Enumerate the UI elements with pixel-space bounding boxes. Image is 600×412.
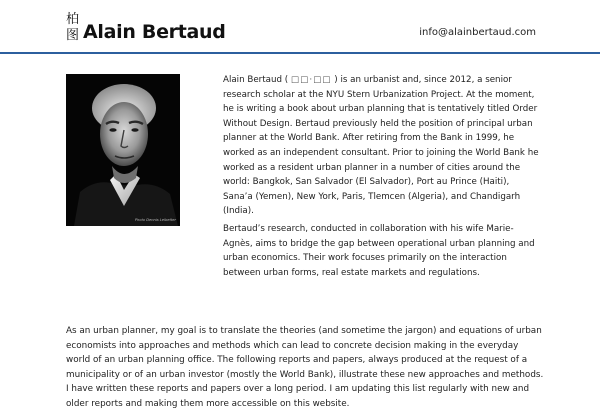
logo-char-top: 柏 — [66, 12, 80, 27]
header-divider — [0, 52, 600, 54]
logo-name: Alain Bertaud — [83, 21, 226, 43]
portrait-illustration — [66, 74, 180, 226]
bio-section — [223, 73, 541, 283]
email-link[interactable]: info@alainbertaud.com — [419, 27, 536, 38]
site-logo[interactable] — [66, 12, 226, 44]
bio-text-1: is an urbanist and, since 2012, a senior research scholar at the NYU Stern Urbanization Project. At the moment, he is writing a book about urban planning that is tentatively titled Order Without Design. Bertaud previously held the position of principal urban planner at the World Bank. After retiring from the Bank in 1999, he worked as an independent consultant. Prior to joining the World Bank he worked as a resident urban planner in a number of cities around the world: Bangkok, San Salvador (El Salvador), Port au Prince (Haiti), Sana’a (Yemen), New York, Paris, Tlemcen (Algeria), and Chandigarh (India). — [223, 75, 539, 217]
portrait-photo — [66, 74, 180, 226]
bio-paren-open: ( — [282, 75, 291, 85]
photo-credit: Photo Dennis Leibetter — [134, 218, 176, 222]
logo-char-bottom: 图 — [66, 28, 80, 43]
goal-paragraph: As an urban planner, my goal is to translate the theories (and sometime the jargon) and equations of urban economists into approaches and methods which can lead to concrete decision making in the everyday world of an urban planning office. The following reports and papers, always produced at the request of a municipality or of an urban investor (mostly the World Bank), illustrate these new approaches and methods. I have written these reports and papers over a long period. I am updating this list regularly with new and older reports and making them more accessible on this website. — [66, 326, 544, 409]
bio-paren-close: ) — [331, 75, 341, 85]
bio-chinese-name: □□·□□ — [290, 75, 332, 85]
bio-paragraph-2: Bertaud’s research, conducted in collaboration with his wife Marie-Agnès, aims to bridge the gap between operational urban planning and urban economics. Their work focuses primarily on the interaction between urban forms, real estate markets and regulations. — [223, 223, 535, 278]
bio-paragraph-1 — [223, 73, 541, 219]
bio-name: Alain Bertaud — [223, 75, 282, 85]
site-header — [0, 0, 600, 52]
logo-chinese-characters — [66, 12, 79, 44]
